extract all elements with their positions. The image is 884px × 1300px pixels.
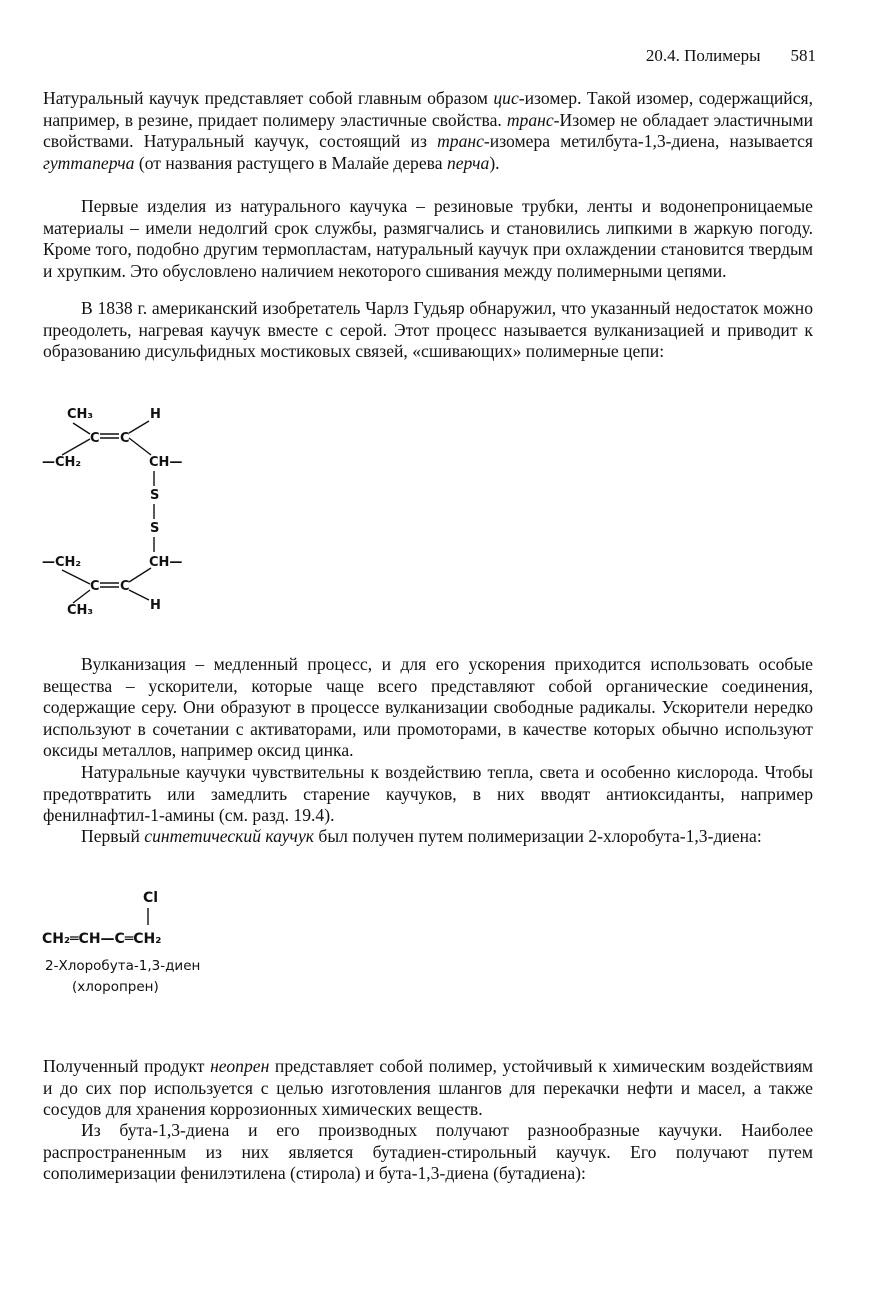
- bottom-c2-label: C: [120, 579, 130, 594]
- top-ch-label: CH—: [149, 455, 183, 470]
- chlorine-label: Cl: [143, 890, 159, 906]
- sulfur-2-label: S: [150, 521, 160, 536]
- page-header: [600, 46, 816, 70]
- paragraph-neoprene: Полученный продукт неопрен представляет собой полимер, устойчивый к химическим воздействиям и до сих пор используется с целью изготовления шлангов для перекачки нефти и масел, а также сосудов для хранения коррозионных химических веществ.: [43, 1056, 814, 1119]
- top-h-label: H: [150, 407, 161, 422]
- sulfur-1-label: S: [150, 488, 160, 503]
- chloroprene-formula: CH₂═CH—C═CH₂: [42, 931, 162, 947]
- paragraph-accelerators: Вулканизация – медленный процесс, и для его ускорения приходится использовать особые вещества – ускорители, которые чаще всего представляют собой органические соединения, содержащие серу. Они образуют в процессе вулканизации свободные радикалы. Ускорители нередко используют в сочетании с активаторами, или промоторами, в качестве которых обычно используют оксиды металлов, например оксид цинка.: [43, 654, 813, 760]
- chloroprene-name: 2-Хлоробута-1,3-диен: [45, 958, 201, 974]
- paragraph-cis-trans: Натуральный каучук представляет собой главным образом цис-изомер. Такой изомер, содержащийся, например, в резине, придает полимеру эластичные свойства. транс-Изомер не обладает эластичными свойствами. Натуральный каучук, состоящий из транс-изомера метилбута-1,3-диена, называется гуттаперча (от названия растущего в Малайе дерева перча).: [43, 88, 813, 173]
- page-number: 581: [790, 46, 816, 65]
- paragraph-early-products: Первые изделия из натурального каучука – резиновые трубки, ленты и водонепроницаемые материалы – имели недолгий срок службы, размягчались и становились липкими в жаркую погоду. Кроме того, подобно другим термопластам, натуральный каучук при охлаждении становится твердым и хрупким. Это обусловлено наличием некоторого сшивания между полимерными цепями.: [43, 196, 813, 281]
- top-c2-label: C: [120, 431, 130, 446]
- paragraph-vulcanization-discovery: В 1838 г. американский изобретатель Чарлз Гудьяр обнаружил, что указанный недостаток можно преодолеть, нагревая каучук вместе с серой. Этот процесс называется вулканизацией и приводит к образованию дисульфидных мостиковых связей, «сшивающих» полимерные цепи:: [43, 298, 813, 361]
- chloroprene-common-name: (хлоропрен): [72, 979, 159, 995]
- bottom-ch2-label: —CH₂: [42, 555, 82, 570]
- bottom-ch-label: CH—: [149, 555, 183, 570]
- bottom-ch3-label: CH₃: [67, 603, 94, 618]
- paragraph-antioxidants: Натуральные каучуки чувствительны к воздействию тепла, света и особенно кислорода. Чтобы предотвратить или замедлить старение каучуков, в них вводят антиоксиданты, например фенилнафтил-1-амины (см. разд. 19.4).: [43, 762, 813, 825]
- bottom-h-label: H: [150, 598, 161, 613]
- disulfide-crosslink-structure: [40, 400, 210, 620]
- top-ch3-label: CH₃: [67, 407, 94, 422]
- paragraph-synthetic-rubber: Первый синтетический каучук был получен путем полимеризации 2-хлоробута-1,3-диена:: [81, 826, 762, 846]
- paragraph-butadiene-rubbers: Из бута-1,3-диена и его производных получают разнообразные каучуки. Наиболее распространенным из них является бутадиен-стирольный каучук. Его получают путем сополимеризации фенилэтилена (стирола) и бута-1,3-диена (бутадиена):: [43, 1120, 813, 1183]
- top-c1-label: C: [90, 431, 100, 446]
- bottom-c1-label: C: [90, 579, 100, 594]
- chloroprene-structure: [40, 884, 230, 954]
- section-title: 20.4. Полимеры: [645, 46, 761, 65]
- top-ch2-label: —CH₂: [42, 455, 82, 470]
